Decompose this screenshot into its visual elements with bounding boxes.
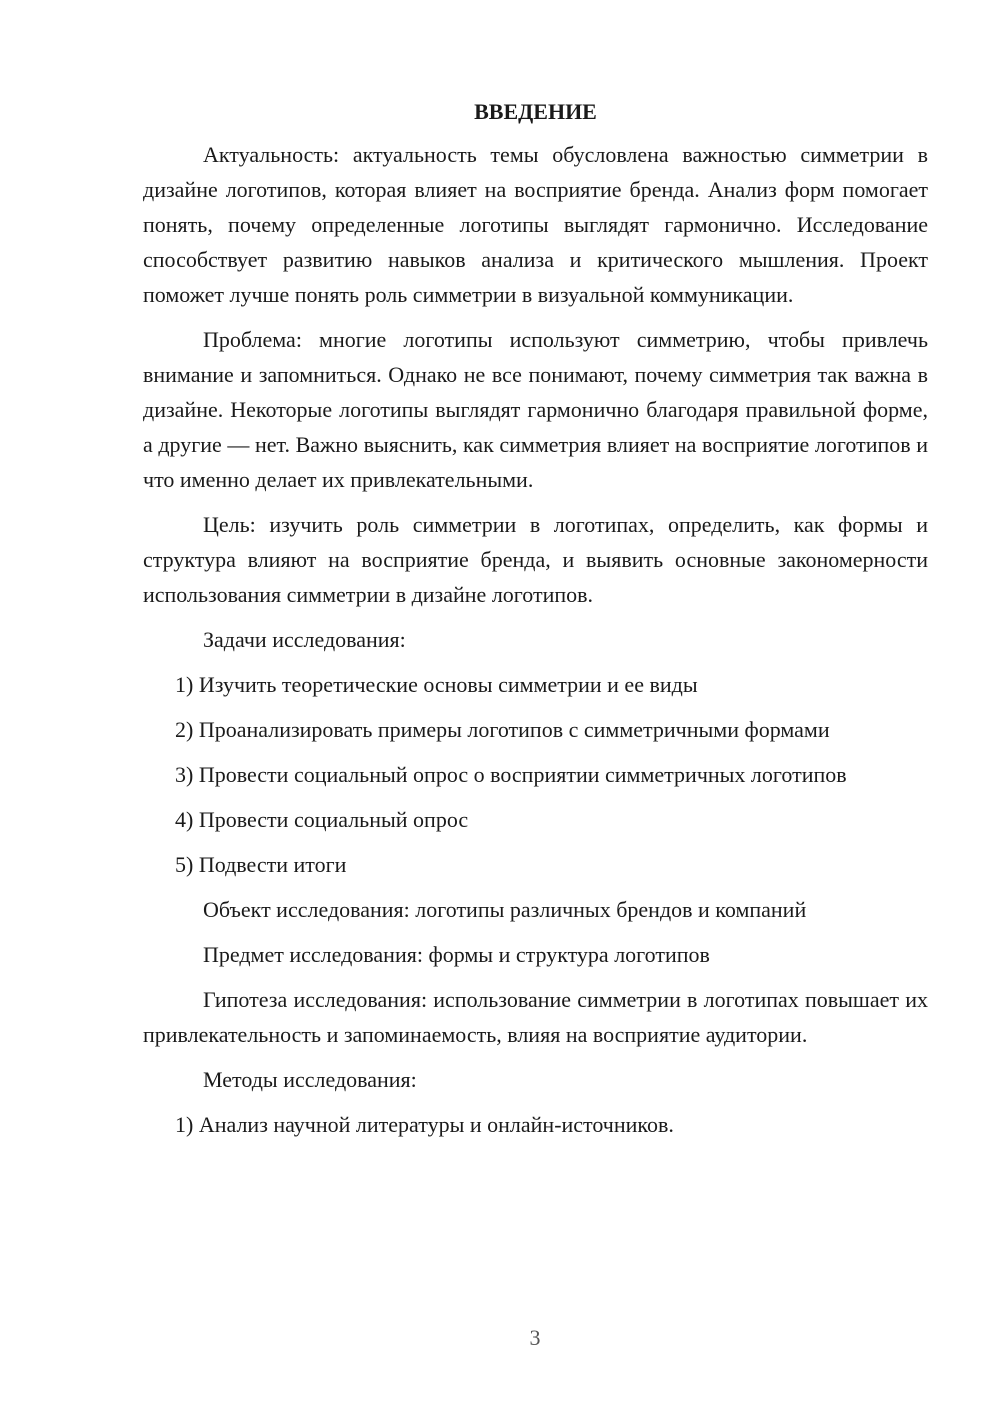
paragraph-hypothesis: Гипотеза исследования: использование симметрии в логотипах повышает их привлекательность и запоминаемость, влияя на восприятие аудитории. [143,987,928,1047]
task-item-2: 2) Проанализировать примеры логотипов с симметричными формами [175,717,830,742]
paragraph-subject: Предмет исследования: формы и структура логотипов [203,942,710,967]
page-number: 3 [529,1325,541,1350]
paragraph-relevance: Актуальность: актуальность темы обусловлена важностью симметрии в дизайне логотипов, которая влияет на восприятие бренда. Анализ форм помогает понять, почему определенные логотипы выглядят гармонично. Исследование способствует развитию навыков анализа и критического мышления. Проект поможет лучше понять роль симметрии в визуальной коммуникации. [143,142,928,307]
paragraph-problem: Проблема: многие логотипы используют симметрию, чтобы привлечь внимание и запомниться. Однако не все понимают, почему симметрия так важна в дизайне. Некоторые логотипы выглядят гармонично благодаря правильной форме, а другие — нет. Важно выяснить, как симметрия влияет на восприятие логотипов и что именно делает их привлекательными. [143,327,928,492]
paragraph-object: Объект исследования: логотипы различных брендов и компаний [203,897,807,922]
task-item-3: 3) Провести социальный опрос о восприятии симметричных логотипов [175,762,847,787]
tasks-heading: Задачи исследования: [203,627,406,652]
method-item-1: 1) Анализ научной литературы и онлайн-источников. [175,1112,674,1137]
section-title: ВВЕДЕНИЕ [474,99,597,124]
task-item-4: 4) Провести социальный опрос [175,807,469,832]
document-page [143,94,928,1152]
task-item-5: 5) Подвести итоги [175,852,347,877]
paragraph-goal: Цель: изучить роль симметрии в логотипах, определить, как формы и структура влияют на восприятие бренда, и выявить основные закономерности использования симметрии в дизайне логотипов. [143,512,928,607]
task-item-1: 1) Изучить теоретические основы симметрии и ее виды [175,672,698,697]
methods-heading: Методы исследования: [203,1067,417,1092]
